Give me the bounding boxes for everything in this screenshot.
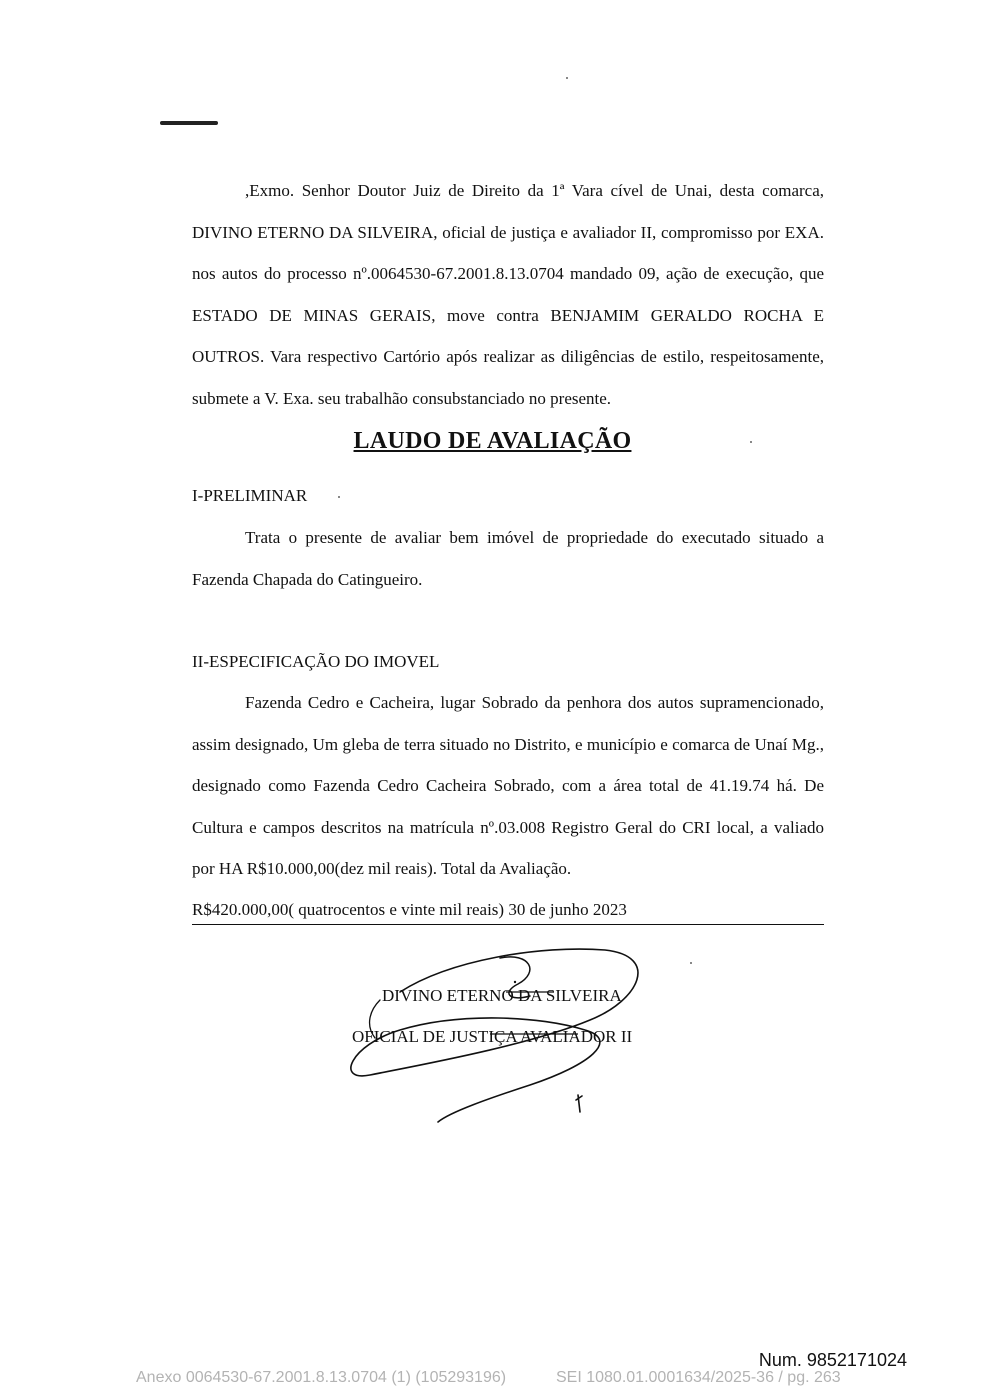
document-number: Num. 9852171024	[758, 1350, 907, 1370]
scan-speck	[690, 962, 692, 964]
especificacao-paragraph: Fazenda Cedro e Cacheira, lugar Sobrado da penhora dos autos supramencionado, assim designado, Um gleba de terra situado no Distrito, e município e comarca de Unaí Mg., designado como Fazenda Cedro Cacheira Sobrado, com a área total de 41.19.74 há. De Cultura e campos descritos na matrícula nº.03.008 Registro Geral do CRI local, a valiado por HA R$10.000,00(dez mil reais). Total da Avaliação.	[192, 693, 824, 878]
document-title: LAUDO DE AVALIAÇÃO	[353, 428, 632, 454]
handwritten-signature	[340, 940, 660, 1140]
scan-speck	[566, 77, 568, 79]
annex-reference: Anexo 0064530-67.2001.8.13.0704 (1) (105293196)	[136, 1369, 507, 1386]
scan-speck	[338, 496, 340, 498]
preliminar-paragraph: Trata o presente de avaliar bem imóvel de propriedade do executado situado a Fazenda Chapada do Catingueiro.	[192, 528, 824, 589]
intro-paragraph: ,Exmo. Senhor Doutor Juiz de Direito da 1ª Vara cível de Unai, desta comarca, DIVINO ETERNO DA SILVEIRA, oficial de justiça e avaliador II, compromisso por EXA. nos autos do processo nº.0064530-67.2001.8.13.0704 mandado 09, ação de execução, que ESTADO DE MINAS GERAIS, move contra BENJAMIM GERALDO ROCHA E OUTROS. Vara respectivo Cartório após realizar as diligências de estilo, respeitosamente, submete a V. Exa. seu trabalhão consubstanciado no presente.	[192, 181, 824, 408]
signatory-role: OFICIAL DE JUSTIÇA AVALIADOR II	[352, 1027, 633, 1046]
section-heading-especificacao: II-ESPECIFICAÇÃO DO IMOVEL	[192, 652, 440, 671]
sei-page-reference: SEI 1080.01.0001634/2025-36 / pg. 263	[556, 1369, 841, 1386]
signatory-name: DIVINO ETERNO DA SILVEIRA	[382, 986, 622, 1005]
valuation-total-line: R$420.000,00( quatrocentos e vinte mil reais) 30 de junho 2023	[192, 898, 824, 925]
scan-artifact-mark	[160, 121, 218, 125]
section-heading-preliminar: I-PRELIMINAR	[192, 486, 308, 505]
